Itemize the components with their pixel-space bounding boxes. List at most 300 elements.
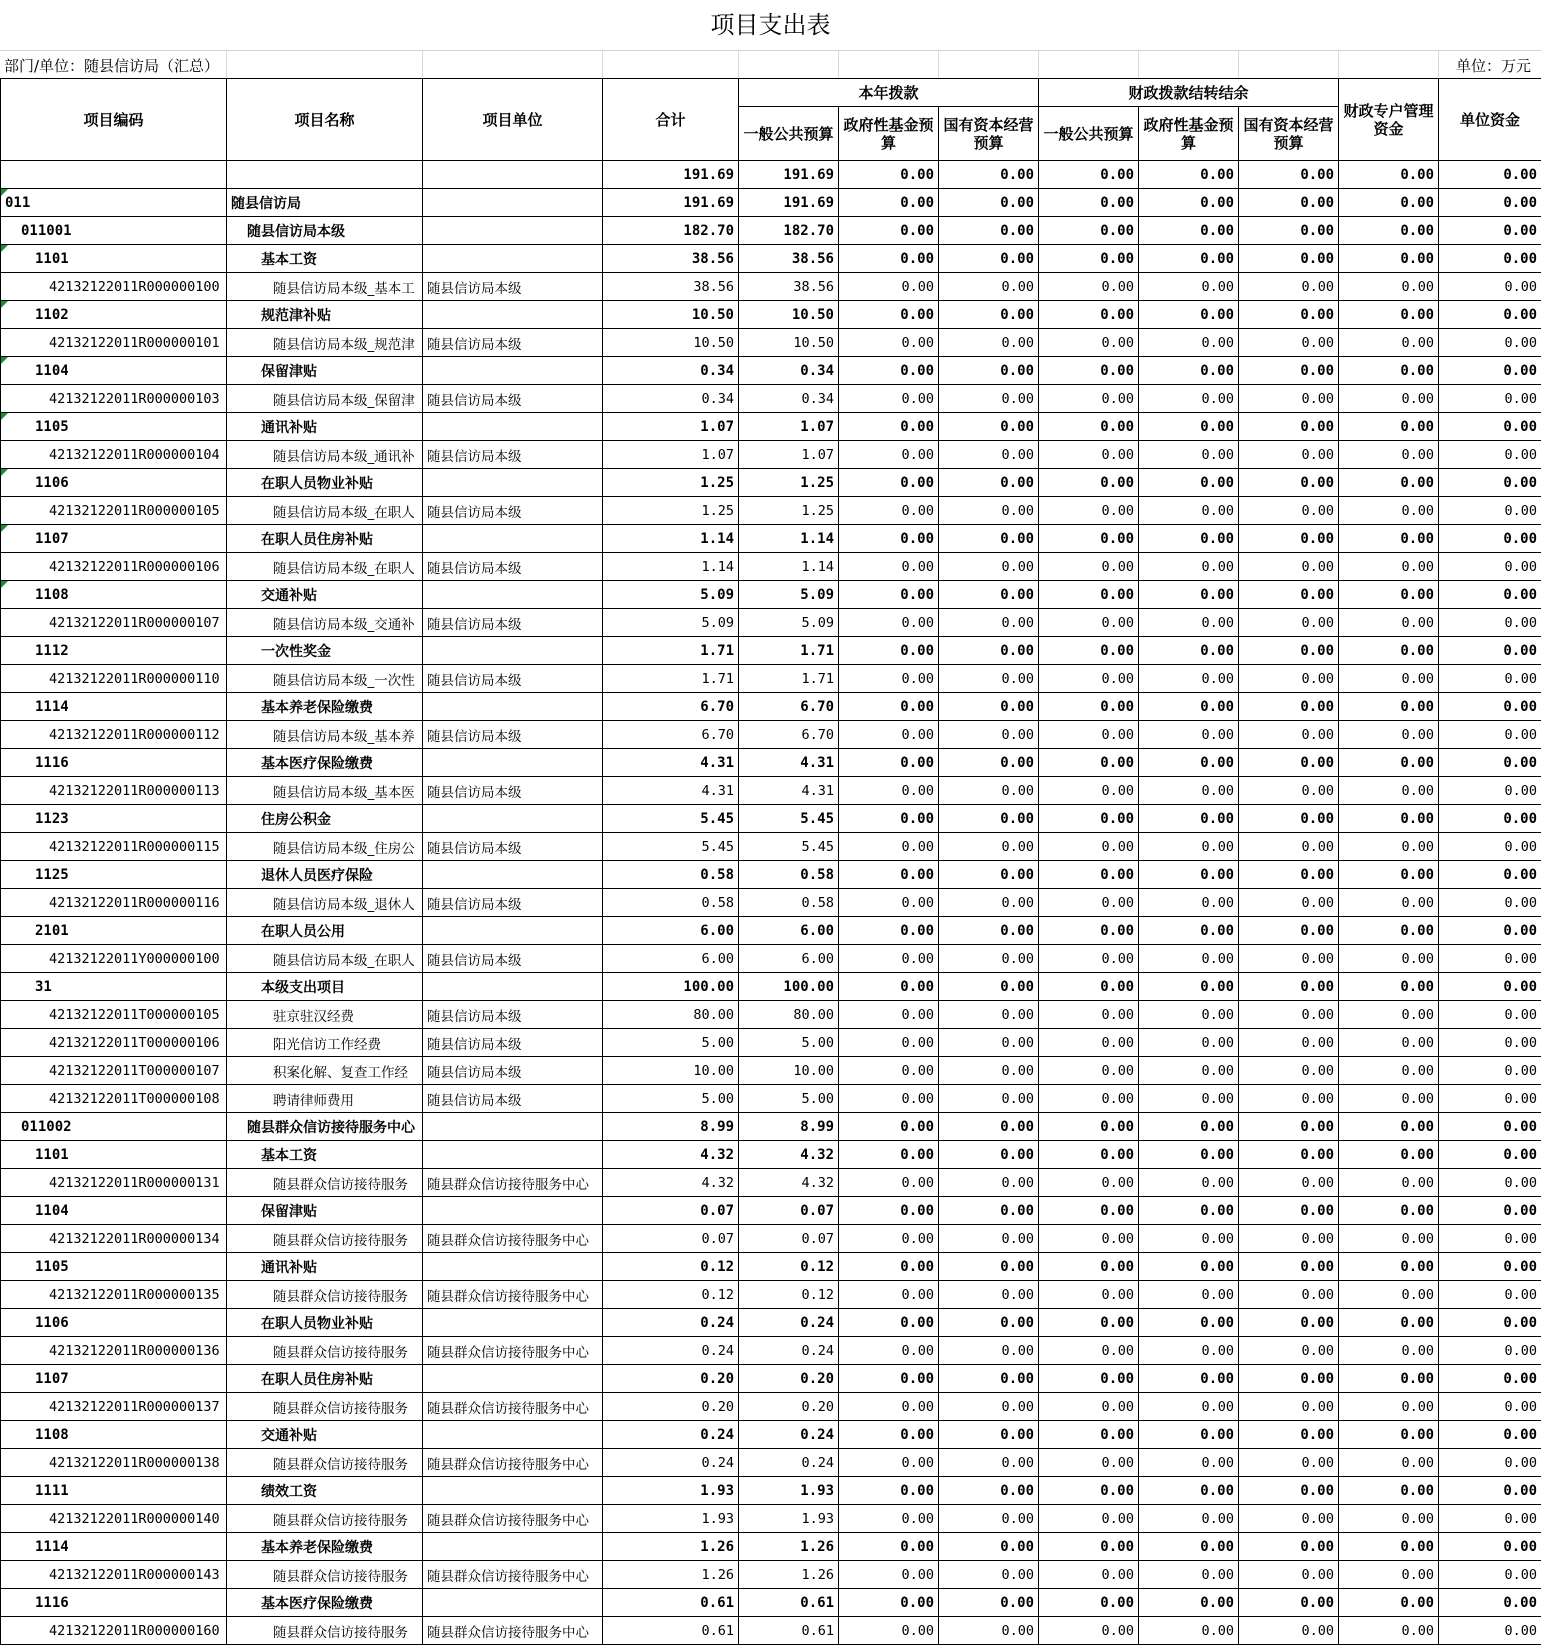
cell-carry-general: 0.00 <box>1039 1477 1139 1505</box>
cell-carry-fund: 0.00 <box>1139 1337 1239 1365</box>
cell-fund-budget: 0.00 <box>839 1365 939 1393</box>
cell-special-account: 0.00 <box>1339 805 1439 833</box>
cell-fund-budget: 0.00 <box>839 245 939 273</box>
table-row <box>1 637 1541 665</box>
report-meta <box>0 50 1541 78</box>
cell-unit: 随县群众信访接待服务中心 <box>423 1281 603 1309</box>
cell-general-budget: 38.56 <box>739 273 839 301</box>
cell-carry-state-capital: 0.00 <box>1239 1449 1339 1477</box>
cell-fund-budget: 0.00 <box>839 469 939 497</box>
cell-unit: 随县群众信访接待服务中心 <box>423 1169 603 1197</box>
cell-unit <box>423 805 603 833</box>
cell-total: 10.50 <box>603 301 739 329</box>
cell-general-budget: 0.61 <box>739 1617 839 1645</box>
cell-special-account: 0.00 <box>1339 1029 1439 1057</box>
cell-state-capital-budget: 0.00 <box>939 777 1039 805</box>
cell-carry-fund: 0.00 <box>1139 497 1239 525</box>
cell-unit-fund: 0.00 <box>1439 861 1541 889</box>
cell-total: 38.56 <box>603 273 739 301</box>
cell-unit-fund: 0.00 <box>1439 385 1541 413</box>
cell-general-budget: 0.34 <box>739 357 839 385</box>
cell-state-capital-budget: 0.00 <box>939 1449 1039 1477</box>
cell-name: 基本医疗保险缴费 <box>227 1589 423 1617</box>
cell-carry-fund: 0.00 <box>1139 301 1239 329</box>
cell-fund-budget: 0.00 <box>839 1421 939 1449</box>
cell-carry-general: 0.00 <box>1039 945 1139 973</box>
cell-unit <box>423 413 603 441</box>
table-row <box>1 1477 1541 1505</box>
cell-carry-fund: 0.00 <box>1139 1169 1239 1197</box>
cell-unit <box>423 917 603 945</box>
cell-total: 1.26 <box>603 1533 739 1561</box>
cell-fund-budget: 0.00 <box>839 749 939 777</box>
cell-state-capital-budget: 0.00 <box>939 1113 1039 1141</box>
cell-unit: 随县信访局本级 <box>423 329 603 357</box>
table-row <box>1 1337 1541 1365</box>
cell-unit <box>423 973 603 1001</box>
table-row <box>1 525 1541 553</box>
cell-carry-general: 0.00 <box>1039 1421 1139 1449</box>
cell-general-budget: 0.61 <box>739 1589 839 1617</box>
cell-total: 0.24 <box>603 1309 739 1337</box>
cell-name: 在职人员物业补贴 <box>227 1309 423 1337</box>
cell-state-capital-budget: 0.00 <box>939 861 1039 889</box>
cell-special-account: 0.00 <box>1339 1393 1439 1421</box>
cell-fund-budget: 0.00 <box>839 301 939 329</box>
cell-general-budget: 6.70 <box>739 693 839 721</box>
cell-carry-fund: 0.00 <box>1139 861 1239 889</box>
cell-unit-fund: 0.00 <box>1439 1449 1541 1477</box>
cell-unit-fund: 0.00 <box>1439 469 1541 497</box>
cell-carry-fund: 0.00 <box>1139 945 1239 973</box>
cell-special-account: 0.00 <box>1339 721 1439 749</box>
cell-carry-state-capital: 0.00 <box>1239 1057 1339 1085</box>
cell-total: 1.07 <box>603 441 739 469</box>
cell-name: 基本养老保险缴费 <box>227 1533 423 1561</box>
cell-unit: 随县信访局本级 <box>423 833 603 861</box>
cell-unit-fund: 0.00 <box>1439 1337 1541 1365</box>
cell-unit-fund: 0.00 <box>1439 1141 1541 1169</box>
cell-state-capital-budget: 0.00 <box>939 1617 1039 1645</box>
cell-name: 聘请律师费用 <box>227 1085 423 1113</box>
cell-carry-general: 0.00 <box>1039 777 1139 805</box>
cell-special-account: 0.00 <box>1339 1253 1439 1281</box>
cell-unit-fund: 0.00 <box>1439 301 1541 329</box>
header-general-budget: 一般公共预算 <box>739 107 839 161</box>
cell-unit-fund: 0.00 <box>1439 1393 1541 1421</box>
cell-fund-budget: 0.00 <box>839 1477 939 1505</box>
cell-state-capital-budget: 0.00 <box>939 1169 1039 1197</box>
cell-carry-fund: 0.00 <box>1139 917 1239 945</box>
cell-unit <box>423 357 603 385</box>
cell-state-capital-budget: 0.00 <box>939 693 1039 721</box>
cell-code: 011001 <box>1 217 227 245</box>
cell-code: 42132122011T000000108 <box>1 1085 227 1113</box>
header-unit: 项目单位 <box>423 79 603 161</box>
cell-code: 1107 <box>1 525 227 553</box>
table-row <box>1 777 1541 805</box>
cell-state-capital-budget: 0.00 <box>939 805 1039 833</box>
report-title: 项目支出表 <box>0 0 1541 51</box>
cell-fund-budget: 0.00 <box>839 1169 939 1197</box>
table-row <box>1 945 1541 973</box>
cell-unit-fund: 0.00 <box>1439 693 1541 721</box>
cell-carry-state-capital: 0.00 <box>1239 637 1339 665</box>
cell-carry-general: 0.00 <box>1039 1029 1139 1057</box>
cell-total: 4.31 <box>603 749 739 777</box>
cell-special-account: 0.00 <box>1339 1225 1439 1253</box>
cell-general-budget: 0.58 <box>739 861 839 889</box>
cell-code: 31 <box>1 973 227 1001</box>
cell-carry-state-capital: 0.00 <box>1239 1225 1339 1253</box>
cell-unit-fund: 0.00 <box>1439 637 1541 665</box>
cell-carry-fund: 0.00 <box>1139 1281 1239 1309</box>
cell-carry-state-capital: 0.00 <box>1239 1253 1339 1281</box>
cell-name: 积案化解、复查工作经 <box>227 1057 423 1085</box>
cell-total: 0.24 <box>603 1421 739 1449</box>
cell-fund-budget: 0.00 <box>839 1141 939 1169</box>
cell-name: 随县信访局本级_基本工 <box>227 273 423 301</box>
cell-special-account: 0.00 <box>1339 1561 1439 1589</box>
cell-general-budget: 1.93 <box>739 1477 839 1505</box>
cell-unit-fund: 0.00 <box>1439 497 1541 525</box>
cell-general-budget: 6.00 <box>739 945 839 973</box>
header-current-year: 本年拨款 <box>739 79 1039 107</box>
table-row <box>1 1253 1541 1281</box>
cell-name: 规范津补贴 <box>227 301 423 329</box>
cell-unit-fund: 0.00 <box>1439 1197 1541 1225</box>
cell-general-budget: 1.07 <box>739 413 839 441</box>
cell-carry-general: 0.00 <box>1039 189 1139 217</box>
cell-fund-budget: 0.00 <box>839 945 939 973</box>
cell-general-budget: 4.32 <box>739 1169 839 1197</box>
cell-carry-general: 0.00 <box>1039 1393 1139 1421</box>
cell-unit-fund: 0.00 <box>1439 749 1541 777</box>
cell-carry-fund: 0.00 <box>1139 721 1239 749</box>
cell-carry-fund: 0.00 <box>1139 805 1239 833</box>
cell-total: 5.00 <box>603 1085 739 1113</box>
cell-carry-fund: 0.00 <box>1139 1449 1239 1477</box>
table-row <box>1 1533 1541 1561</box>
cell-general-budget: 4.31 <box>739 777 839 805</box>
cell-general-budget: 191.69 <box>739 161 839 189</box>
cell-state-capital-budget: 0.00 <box>939 1561 1039 1589</box>
cell-total: 4.32 <box>603 1141 739 1169</box>
cell-carry-general: 0.00 <box>1039 1197 1139 1225</box>
table-row <box>1 1589 1541 1617</box>
cell-carry-general: 0.00 <box>1039 693 1139 721</box>
cell-code: 42132122011R000000136 <box>1 1337 227 1365</box>
cell-general-budget: 0.07 <box>739 1197 839 1225</box>
cell-carry-state-capital: 0.00 <box>1239 1477 1339 1505</box>
cell-carry-general: 0.00 <box>1039 1561 1139 1589</box>
cell-code: 1101 <box>1 1141 227 1169</box>
cell-unit <box>423 749 603 777</box>
cell-total: 0.34 <box>603 385 739 413</box>
cell-carry-general: 0.00 <box>1039 497 1139 525</box>
cell-fund-budget: 0.00 <box>839 441 939 469</box>
cell-unit-fund: 0.00 <box>1439 609 1541 637</box>
cell-total: 0.07 <box>603 1197 739 1225</box>
cell-carry-state-capital: 0.00 <box>1239 385 1339 413</box>
cell-name: 保留津贴 <box>227 1197 423 1225</box>
project-expense-table <box>0 78 1541 1645</box>
cell-fund-budget: 0.00 <box>839 1281 939 1309</box>
cell-unit <box>423 1589 603 1617</box>
cell-general-budget: 1.14 <box>739 525 839 553</box>
cell-total: 0.24 <box>603 1449 739 1477</box>
header-unit-fund: 单位资金 <box>1439 79 1541 161</box>
cell-state-capital-budget: 0.00 <box>939 1029 1039 1057</box>
cell-state-capital-budget: 0.00 <box>939 1085 1039 1113</box>
header-code: 项目编码 <box>1 79 227 161</box>
cell-special-account: 0.00 <box>1339 1337 1439 1365</box>
table-row <box>1 749 1541 777</box>
cell-carry-state-capital: 0.00 <box>1239 805 1339 833</box>
cell-code: 42132122011R000000138 <box>1 1449 227 1477</box>
cell-unit-fund: 0.00 <box>1439 1001 1541 1029</box>
cell-unit <box>423 1197 603 1225</box>
cell-state-capital-budget: 0.00 <box>939 609 1039 637</box>
cell-fund-budget: 0.00 <box>839 973 939 1001</box>
cell-name: 随县信访局本级_保留津 <box>227 385 423 413</box>
cell-special-account: 0.00 <box>1339 917 1439 945</box>
cell-carry-fund: 0.00 <box>1139 1505 1239 1533</box>
cell-carry-general: 0.00 <box>1039 1505 1139 1533</box>
cell-carry-general: 0.00 <box>1039 1253 1139 1281</box>
cell-general-budget: 1.07 <box>739 441 839 469</box>
cell-code: 42132122011R000000105 <box>1 497 227 525</box>
cell-carry-fund: 0.00 <box>1139 749 1239 777</box>
cell-special-account: 0.00 <box>1339 469 1439 497</box>
cell-general-budget: 1.25 <box>739 469 839 497</box>
table-row <box>1 1001 1541 1029</box>
cell-unit <box>423 1309 603 1337</box>
cell-carry-state-capital: 0.00 <box>1239 217 1339 245</box>
cell-fund-budget: 0.00 <box>839 1253 939 1281</box>
cell-fund-budget: 0.00 <box>839 1533 939 1561</box>
cell-name: 随县群众信访接待服务 <box>227 1281 423 1309</box>
cell-carry-state-capital: 0.00 <box>1239 665 1339 693</box>
cell-code: 1107 <box>1 1365 227 1393</box>
cell-carry-state-capital: 0.00 <box>1239 525 1339 553</box>
cell-carry-general: 0.00 <box>1039 1001 1139 1029</box>
cell-carry-state-capital: 0.00 <box>1239 1197 1339 1225</box>
cell-name: 交通补贴 <box>227 1421 423 1449</box>
cell-unit-fund: 0.00 <box>1439 553 1541 581</box>
cell-unit-fund: 0.00 <box>1439 1533 1541 1561</box>
cell-special-account: 0.00 <box>1339 161 1439 189</box>
cell-fund-budget: 0.00 <box>839 917 939 945</box>
cell-code: 1114 <box>1 693 227 721</box>
cell-total: 5.45 <box>603 833 739 861</box>
cell-carry-state-capital: 0.00 <box>1239 1281 1339 1309</box>
cell-general-budget: 191.69 <box>739 189 839 217</box>
cell-code: 1101 <box>1 245 227 273</box>
cell-name: 基本工资 <box>227 1141 423 1169</box>
cell-code: 1116 <box>1 749 227 777</box>
table-body <box>1 161 1541 1645</box>
cell-name: 随县群众信访接待服务 <box>227 1169 423 1197</box>
table-row <box>1 1309 1541 1337</box>
cell-general-budget: 0.12 <box>739 1253 839 1281</box>
cell-carry-general: 0.00 <box>1039 357 1139 385</box>
cell-total: 191.69 <box>603 161 739 189</box>
cell-carry-state-capital: 0.00 <box>1239 1141 1339 1169</box>
cell-name: 随县信访局本级_基本医 <box>227 777 423 805</box>
cell-fund-budget: 0.00 <box>839 525 939 553</box>
cell-code: 1102 <box>1 301 227 329</box>
cell-carry-state-capital: 0.00 <box>1239 1505 1339 1533</box>
cell-state-capital-budget: 0.00 <box>939 1393 1039 1421</box>
cell-carry-state-capital: 0.00 <box>1239 161 1339 189</box>
cell-total: 0.20 <box>603 1365 739 1393</box>
cell-carry-state-capital: 0.00 <box>1239 413 1339 441</box>
cell-special-account: 0.00 <box>1339 1617 1439 1645</box>
cell-fund-budget: 0.00 <box>839 693 939 721</box>
table-row <box>1 357 1541 385</box>
cell-name: 基本工资 <box>227 245 423 273</box>
cell-unit: 随县信访局本级 <box>423 1085 603 1113</box>
header-carry-state-capital-budget: 国有资本经营预算 <box>1239 107 1339 161</box>
cell-name: 保留津贴 <box>227 357 423 385</box>
cell-unit-fund: 0.00 <box>1439 1085 1541 1113</box>
cell-carry-fund: 0.00 <box>1139 609 1239 637</box>
cell-total: 10.50 <box>603 329 739 357</box>
cell-fund-budget: 0.00 <box>839 861 939 889</box>
cell-code: 1111 <box>1 1477 227 1505</box>
cell-name: 随县群众信访接待服务 <box>227 1449 423 1477</box>
cell-special-account: 0.00 <box>1339 1505 1439 1533</box>
cell-special-account: 0.00 <box>1339 525 1439 553</box>
cell-fund-budget: 0.00 <box>839 1197 939 1225</box>
cell-carry-state-capital: 0.00 <box>1239 861 1339 889</box>
cell-fund-budget: 0.00 <box>839 1225 939 1253</box>
table-row <box>1 581 1541 609</box>
cell-special-account: 0.00 <box>1339 861 1439 889</box>
cell-general-budget: 10.00 <box>739 1057 839 1085</box>
cell-unit <box>423 301 603 329</box>
cell-carry-state-capital: 0.00 <box>1239 1029 1339 1057</box>
cell-carry-general: 0.00 <box>1039 1365 1139 1393</box>
cell-special-account: 0.00 <box>1339 1533 1439 1561</box>
cell-carry-general: 0.00 <box>1039 525 1139 553</box>
cell-carry-state-capital: 0.00 <box>1239 945 1339 973</box>
cell-carry-fund: 0.00 <box>1139 329 1239 357</box>
cell-carry-fund: 0.00 <box>1139 1085 1239 1113</box>
cell-fund-budget: 0.00 <box>839 805 939 833</box>
cell-unit-fund: 0.00 <box>1439 413 1541 441</box>
cell-state-capital-budget: 0.00 <box>939 469 1039 497</box>
cell-state-capital-budget: 0.00 <box>939 357 1039 385</box>
cell-name: 住房公积金 <box>227 805 423 833</box>
cell-state-capital-budget: 0.00 <box>939 385 1039 413</box>
cell-fund-budget: 0.00 <box>839 357 939 385</box>
table-row <box>1 805 1541 833</box>
cell-carry-state-capital: 0.00 <box>1239 581 1339 609</box>
cell-total: 38.56 <box>603 245 739 273</box>
cell-special-account: 0.00 <box>1339 1169 1439 1197</box>
cell-fund-budget: 0.00 <box>839 777 939 805</box>
cell-special-account: 0.00 <box>1339 1589 1439 1617</box>
cell-carry-fund: 0.00 <box>1139 1477 1239 1505</box>
cell-code: 42132122011T000000107 <box>1 1057 227 1085</box>
cell-name: 随县群众信访接待服务 <box>227 1505 423 1533</box>
cell-unit <box>423 1253 603 1281</box>
cell-fund-budget: 0.00 <box>839 1057 939 1085</box>
cell-carry-general: 0.00 <box>1039 1057 1139 1085</box>
cell-carry-fund: 0.00 <box>1139 161 1239 189</box>
cell-carry-general: 0.00 <box>1039 861 1139 889</box>
cell-name: 驻京驻汉经费 <box>227 1001 423 1029</box>
cell-name: 随县信访局本级_在职人 <box>227 497 423 525</box>
cell-total: 1.71 <box>603 665 739 693</box>
cell-total: 0.58 <box>603 861 739 889</box>
cell-special-account: 0.00 <box>1339 217 1439 245</box>
cell-general-budget: 0.34 <box>739 385 839 413</box>
cell-unit: 随县信访局本级 <box>423 441 603 469</box>
cell-total: 6.00 <box>603 917 739 945</box>
cell-total: 0.12 <box>603 1253 739 1281</box>
cell-general-budget: 1.71 <box>739 637 839 665</box>
cell-general-budget: 38.56 <box>739 245 839 273</box>
cell-general-budget: 4.31 <box>739 749 839 777</box>
cell-general-budget: 80.00 <box>739 1001 839 1029</box>
cell-general-budget: 8.99 <box>739 1113 839 1141</box>
cell-carry-general: 0.00 <box>1039 1617 1139 1645</box>
cell-code: 42132122011Y000000100 <box>1 945 227 973</box>
cell-fund-budget: 0.00 <box>839 1505 939 1533</box>
cell-unit <box>423 217 603 245</box>
cell-fund-budget: 0.00 <box>839 189 939 217</box>
cell-fund-budget: 0.00 <box>839 1085 939 1113</box>
cell-carry-fund: 0.00 <box>1139 973 1239 1001</box>
cell-carry-state-capital: 0.00 <box>1239 609 1339 637</box>
cell-special-account: 0.00 <box>1339 945 1439 973</box>
cell-carry-general: 0.00 <box>1039 1309 1139 1337</box>
cell-carry-general: 0.00 <box>1039 245 1139 273</box>
cell-fund-budget: 0.00 <box>839 609 939 637</box>
cell-carry-state-capital: 0.00 <box>1239 1617 1339 1645</box>
cell-carry-general: 0.00 <box>1039 301 1139 329</box>
cell-carry-state-capital: 0.00 <box>1239 1421 1339 1449</box>
table-row <box>1 189 1541 217</box>
table-row <box>1 833 1541 861</box>
cell-unit: 随县信访局本级 <box>423 1001 603 1029</box>
cell-name: 基本养老保险缴费 <box>227 693 423 721</box>
cell-special-account: 0.00 <box>1339 1001 1439 1029</box>
cell-total: 0.12 <box>603 1281 739 1309</box>
cell-code: 011002 <box>1 1113 227 1141</box>
cell-carry-state-capital: 0.00 <box>1239 777 1339 805</box>
cell-unit: 随县信访局本级 <box>423 777 603 805</box>
cell-carry-state-capital: 0.00 <box>1239 441 1339 469</box>
cell-unit: 随县信访局本级 <box>423 385 603 413</box>
cell-total: 1.25 <box>603 469 739 497</box>
cell-special-account: 0.00 <box>1339 273 1439 301</box>
cell-carry-general: 0.00 <box>1039 973 1139 1001</box>
cell-total: 1.93 <box>603 1505 739 1533</box>
cell-name: 在职人员住房补贴 <box>227 1365 423 1393</box>
cell-name: 随县信访局本级_规范津 <box>227 329 423 357</box>
cell-carry-fund: 0.00 <box>1139 889 1239 917</box>
cell-name: 随县群众信访接待服务 <box>227 1561 423 1589</box>
cell-name <box>227 161 423 189</box>
cell-carry-state-capital: 0.00 <box>1239 1169 1339 1197</box>
cell-fund-budget: 0.00 <box>839 217 939 245</box>
table-row <box>1 497 1541 525</box>
cell-state-capital-budget: 0.00 <box>939 301 1039 329</box>
